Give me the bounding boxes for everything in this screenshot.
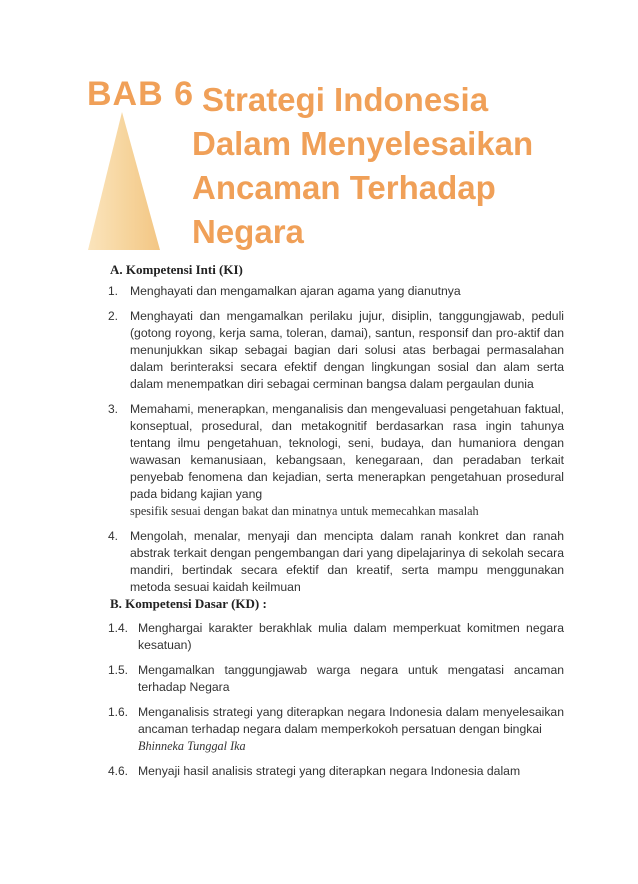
ki-item	[108, 528, 564, 596]
ki-item-number: 2.	[108, 309, 119, 323]
kd-item-text-tail: Bhinneka Tunggal Ika	[138, 739, 246, 753]
ki-item	[108, 308, 564, 393]
kd-item-text: Menghargai karakter berakhlak mulia dalam memperkuat komitmen negara kesatuan)	[138, 621, 564, 652]
ki-item-number: 3.	[108, 402, 119, 416]
ki-heading: A. Kompetensi Inti (KI)	[110, 262, 243, 277]
kd-item	[108, 620, 564, 654]
kd-item-number: 1.5.	[108, 663, 129, 677]
kd-item-number: 1.4.	[108, 621, 129, 635]
chapter-title-line: Ancaman Terhadap	[192, 169, 496, 206]
kd-item	[108, 763, 564, 780]
chapter-label: BAB 6	[87, 75, 195, 113]
ki-item-number: 1.	[108, 284, 119, 298]
ki-item	[108, 283, 564, 300]
chapter-title	[192, 78, 612, 254]
ki-item-text-tail: spesifik sesuai dengan bakat dan minatnya untuk memecahkan masalah	[130, 504, 479, 518]
ki-item-text: Mengolah, menalar, menyaji dan mencipta dalam ranah konkret dan ranah abstrak terkait dengan pengembangan dari yang dipelajarinya di sekolah secara mandiri, bertindak secara efektif dan kreatif, serta mampu menggunakan metoda sesuai kaidah keilmuan	[130, 529, 564, 594]
kd-item-text: Menyaji hasil analisis strategi yang diterapkan negara Indonesia dalam	[138, 764, 521, 778]
chapter-title-line: Negara	[192, 213, 304, 250]
triangle-shape	[88, 112, 160, 250]
ki-item-number: 4.	[108, 529, 119, 543]
ki-list	[108, 283, 564, 604]
ki-item	[108, 401, 564, 520]
ki-item-text: Memahami, menerapkan, menganalisis dan mengevaluasi pengetahuan faktual, konseptual, prosedural, dan metakognitif berdasarkan rasa ingin tahunya tentang ilmu pengetahuan, teknologi, seni, budaya, dan humaniora dengan wawasan kemanusiaan, kebangsaan, kenegaraan, dan peradaban terkait penyebab fenomena dan kejadian, serta menerapkan pengetahuan prosedural pada bidang kajian yang	[130, 402, 564, 501]
kd-item-number: 1.6.	[108, 705, 129, 719]
kd-item	[108, 704, 564, 755]
chapter-title-line: Strategi Indonesia	[202, 81, 489, 118]
ki-item-text: Menghayati dan mengamalkan ajaran agama yang dianutnya	[130, 284, 461, 298]
kd-list	[108, 620, 564, 788]
kd-heading: B. Kompetensi Dasar (KD) :	[110, 596, 267, 611]
kd-item-number: 4.6.	[108, 764, 129, 778]
kd-item-text: Mengamalkan tanggungjawab warga negara untuk mengatasi ancaman terhadap Negara	[138, 663, 564, 694]
chapter-title-line: Dalam Menyelesaikan	[192, 125, 534, 162]
kd-item	[108, 662, 564, 696]
ki-item-text: Menghayati dan mengamalkan perilaku jujur, disiplin, tanggungjawab, peduli (gotong royong, kerja sama, toleran, damai), santun, responsif dan pro-aktif dan menunjukkan sikap sebagai bagian dari solusi atas berbagai permasalahan dalam berinteraksi secara efektif dengan lingkungan sosial dan alam serta dalam menempatkan diri sebagai cerminan bangsa dalam pergaulan dunia	[130, 309, 564, 391]
kd-item-text: Menganalisis strategi yang diterapkan negara Indonesia dalam menyelesaikan ancaman terhadap negara dalam memperkokoh persatuan dengan bingkai	[138, 705, 564, 736]
